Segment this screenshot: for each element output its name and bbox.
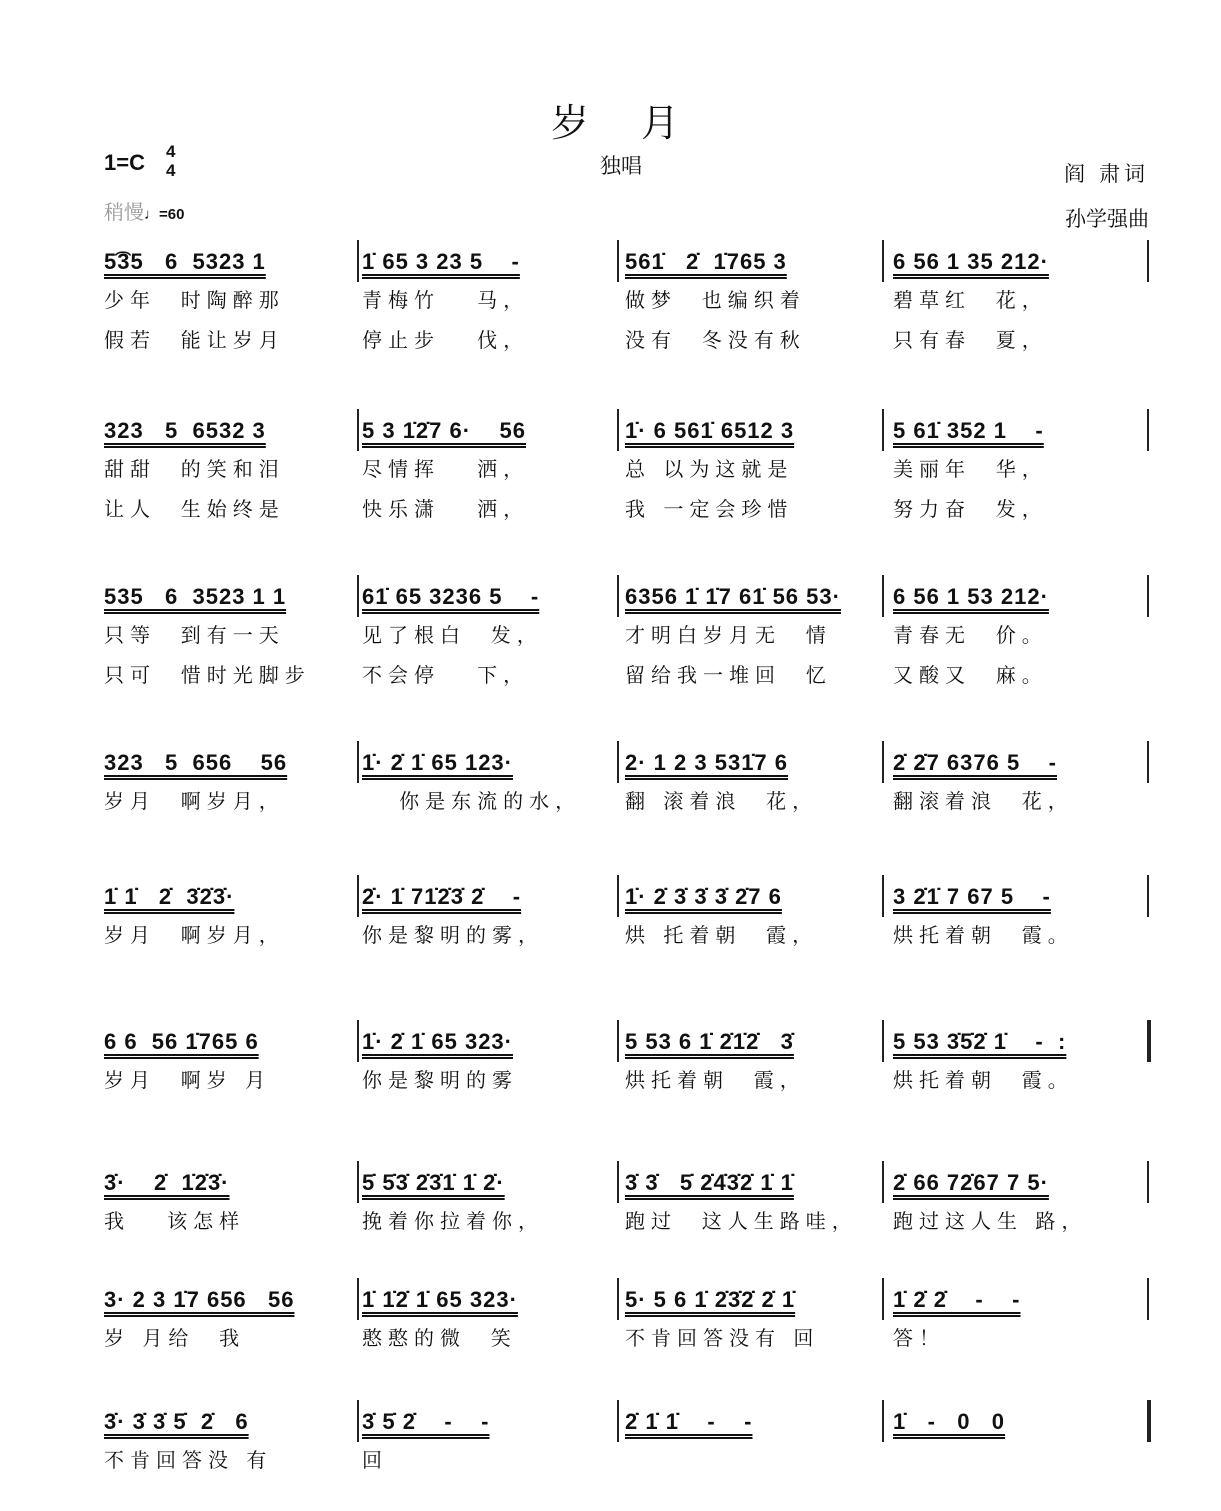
barline	[882, 741, 884, 783]
measure	[893, 413, 1048, 529]
measure-notes: 3 2̇1̇ 7 67 5 -	[893, 884, 1051, 909]
lyric-verse-1: 答！	[893, 1326, 945, 1350]
measure	[362, 579, 543, 695]
measure	[362, 1282, 518, 1358]
lyric-verse-1: 岁月 啊岁月，	[104, 923, 285, 947]
measure-notes: 6 56 1 35 212·	[893, 249, 1049, 274]
lyric-verse-1: 翻 滚着浪 花，	[625, 789, 819, 813]
time-signature-bottom: 4	[166, 161, 176, 180]
measure-notes: 2̇· 1̇ 71̇2̇3̇ 2̇ -	[362, 884, 522, 909]
barline	[1147, 1161, 1149, 1203]
barline	[1147, 575, 1149, 617]
key-signature: 1=C	[104, 150, 145, 175]
measure	[362, 1404, 489, 1480]
measure-notes: 1̇ 1̇2̇ 1̇ 65 323·	[362, 1287, 518, 1312]
lyric-verse-1: 烘托着朝 霞，	[625, 1068, 806, 1092]
barline	[357, 741, 359, 783]
barline	[1147, 741, 1149, 783]
lyric-verse-1: 憨憨的微 笑	[362, 1326, 517, 1350]
measure-notes: 5 53 3̇5̇2̇ 1̇ - :	[893, 1029, 1067, 1054]
measure-notes: 1̇· 6 561̇ 6512 3	[625, 418, 795, 443]
lyric-verse-1: 挽着你拉着你，	[362, 1209, 544, 1233]
lyric-verse-2: 努力奋 发，	[893, 497, 1048, 521]
measure	[893, 1024, 1074, 1100]
measure-notes: 5̇ 5̇3̇ 2̇3̇1̇ 1̇ 2̇·	[362, 1170, 505, 1195]
measure	[104, 413, 285, 529]
song-title: 岁 月	[550, 101, 700, 145]
measure-notes: 3̇· 2̇ 1̇2̇3̇·	[104, 1170, 230, 1195]
lyric-verse-2: 只可 惜时光脚步	[104, 663, 311, 687]
lyric-verse-1: 少年 时陶醉那	[104, 288, 285, 312]
barline	[617, 1400, 619, 1442]
barline	[617, 1020, 619, 1062]
lyric-verse-1	[625, 1440, 752, 1480]
barline	[357, 1020, 359, 1062]
lyric-verse-1: 翻滚着浪 花，	[893, 789, 1074, 813]
lyric-verse-2: 让人 生始终是	[104, 497, 285, 521]
barline	[882, 409, 884, 451]
measure-notes: 323 5 656 56	[104, 750, 288, 775]
barline	[882, 1161, 884, 1203]
measure	[893, 244, 1049, 360]
measure-notes: 1̇ 1̇ 2̇ 3̇2̇3̇·	[104, 884, 235, 909]
time-signature-top: 4	[166, 142, 176, 161]
barline	[357, 875, 359, 917]
barline	[617, 1161, 619, 1203]
measure	[104, 745, 287, 821]
measure-notes: 2̇ 66 72̇67 7 5·	[893, 1170, 1049, 1195]
lyric-verse-1: 甜甜 的笑和泪	[104, 457, 285, 481]
measure-notes: 1̇· 2̇ 3̇ 3̇ 3̇ 2̇7 6	[625, 884, 782, 909]
lyric-verse-1: 你是东流的水，	[362, 789, 582, 813]
lyric-verse-1: 青梅竹 马，	[362, 288, 530, 312]
measure-notes: 5͡35 6 5323 1	[104, 249, 266, 274]
lyric-verse-1: 做梦 也编织着	[625, 288, 806, 312]
lyric-verse-1: 烘 托着朝 霞，	[625, 923, 819, 947]
measure	[625, 244, 806, 360]
measure	[362, 1024, 518, 1100]
barline	[357, 1161, 359, 1203]
barline	[617, 875, 619, 917]
lyric-verse-2: 没有 冬没有秋	[625, 328, 806, 352]
measure	[625, 579, 841, 695]
measure	[104, 1282, 294, 1358]
measure	[625, 1282, 819, 1358]
lyric-verse-1	[893, 1440, 1005, 1480]
lyric-verse-2: 又酸又 麻。	[893, 663, 1048, 687]
measure	[625, 879, 818, 955]
lyric-verse-1: 不肯回答没 有	[104, 1448, 273, 1472]
barline	[357, 1278, 359, 1320]
barline	[882, 1020, 884, 1062]
measure-notes: 2̇ 2̇7 6376 5 -	[893, 750, 1057, 775]
lyric-verse-1: 岁月 啊岁月，	[104, 789, 285, 813]
measure	[625, 1024, 806, 1100]
barline	[357, 240, 359, 282]
measure-notes: 1̇· 2̇ 1̇ 65 123·	[362, 750, 513, 775]
lyric-verse-1: 你是黎明的雾，	[362, 923, 544, 947]
measure-notes: 3̇ 5̇ 2̇ - -	[362, 1409, 490, 1434]
measure	[362, 745, 581, 821]
measure	[893, 879, 1074, 955]
measure	[625, 1404, 752, 1480]
measure-notes: 3· 2 3 1̇7 656 56	[104, 1287, 295, 1312]
measure-notes: 5· 5 6 1̇ 2̇3̇2̇ 2̇ 1̇	[625, 1287, 796, 1312]
measure-notes: 1̇ 65 3 23 5 -	[362, 249, 520, 274]
time-signature	[166, 142, 175, 180]
measure-notes: 6 56 1 53 212·	[893, 584, 1049, 609]
measure	[893, 1165, 1087, 1241]
lyricist-credit: 阎 肃词	[1064, 163, 1149, 186]
tempo-bpm: ♩=60	[144, 206, 185, 223]
lyric-verse-1: 碧草红 花，	[893, 288, 1048, 312]
measure	[104, 1165, 245, 1241]
barline	[882, 875, 884, 917]
tempo-text: 稍慢	[104, 202, 144, 224]
lyric-verse-1: 尽情挥 洒，	[362, 457, 530, 481]
lyric-verse-2: 快乐潇 洒，	[362, 497, 530, 521]
lyric-verse-1: 见了根白 发，	[362, 623, 543, 647]
lyric-verse-1: 烘托着朝 霞。	[893, 1068, 1074, 1092]
measure-notes: 561̇ 2̇ 1̇765 3	[625, 249, 787, 274]
lyric-verse-2: 停止步 伐，	[362, 328, 530, 352]
measure-notes: 1̇· 2̇ 1̇ 65 323·	[362, 1029, 513, 1054]
measure	[893, 745, 1074, 821]
barline	[617, 409, 619, 451]
composer-credit: 孙学强曲	[1065, 208, 1149, 231]
lyric-verse-1: 岁 月给 我	[104, 1326, 246, 1350]
measure-notes: 5 3 1̇2̇7 6· 56	[362, 418, 526, 443]
measure-notes: 1̇ 2̇ 2̇ - -	[893, 1287, 1021, 1312]
measure-notes: 2· 1 2 3 531̇7 6	[625, 750, 789, 775]
measure	[362, 244, 529, 360]
measure	[893, 1404, 1005, 1480]
barline	[1147, 1278, 1149, 1320]
lyric-verse-2: 只有春 夏，	[893, 328, 1048, 352]
barline	[1147, 1400, 1151, 1442]
measure	[893, 1282, 1020, 1358]
measure	[104, 1024, 271, 1100]
barline	[1147, 875, 1149, 917]
lyric-verse-2: 假若 能让岁月	[104, 328, 285, 352]
lyric-verse-1: 你是黎明的雾	[362, 1068, 518, 1092]
measure-notes: 3̇· 3̇ 3̇ 5̇ 2̇ 6	[104, 1409, 249, 1434]
measure-notes: 6 6 56 1̇765 6	[104, 1029, 259, 1054]
lyric-verse-1: 青春无 价。	[893, 623, 1048, 647]
barline	[617, 1278, 619, 1320]
lyric-verse-1: 我 该怎样	[104, 1209, 246, 1233]
measure	[625, 1165, 858, 1241]
lyric-verse-1: 总 以为这就是	[625, 457, 794, 481]
measure	[104, 1404, 272, 1480]
measure	[625, 745, 818, 821]
measure-notes: 323 5 6532 3	[104, 418, 266, 443]
barline	[617, 575, 619, 617]
lyric-verse-1: 不肯回答没有 回	[625, 1326, 820, 1350]
measure	[893, 579, 1049, 695]
measure-notes: 5 61̇ 352 1 -	[893, 418, 1044, 443]
lyric-verse-1: 回	[362, 1448, 388, 1472]
barline	[617, 240, 619, 282]
barline	[357, 575, 359, 617]
barline	[882, 1278, 884, 1320]
tempo-marking	[104, 196, 184, 225]
measure	[104, 579, 311, 695]
lyric-verse-1: 跑过 这人生路哇，	[625, 1209, 858, 1233]
measure	[362, 879, 544, 955]
barline	[1147, 240, 1149, 282]
measure-notes: 535 6 3523 1 1	[104, 584, 287, 609]
barline	[882, 575, 884, 617]
barline	[617, 741, 619, 783]
measure	[362, 1165, 544, 1241]
barline	[882, 240, 884, 282]
measure-notes: 61̇ 65 3236 5 -	[362, 584, 540, 609]
measure-notes: 5 53 6 1̇ 2̇1̇2̇ 3̇	[625, 1029, 794, 1054]
lyric-verse-1: 跑过这人生 路，	[893, 1209, 1088, 1233]
measure	[625, 413, 794, 529]
lyric-verse-1: 美丽年 华，	[893, 457, 1048, 481]
measure	[362, 413, 529, 529]
measure-notes: 2̇ 1̇ 1̇ - -	[625, 1409, 753, 1434]
measure	[104, 879, 285, 955]
barline	[357, 1400, 359, 1442]
lyric-verse-1: 才明白岁月无 情	[625, 623, 832, 647]
lyric-verse-1: 岁月 啊岁 月	[104, 1068, 272, 1092]
barline	[882, 1400, 884, 1442]
lyric-verse-1: 只等 到有一天	[104, 623, 285, 647]
measure-notes: 1̇ - 0 0	[893, 1409, 1006, 1434]
lyric-verse-2: 留给我一堆回 忆	[625, 663, 832, 687]
performance-type: 独唱	[600, 155, 642, 178]
lyric-verse-1: 烘托着朝 霞。	[893, 923, 1074, 947]
barline	[1147, 409, 1149, 451]
barline	[357, 409, 359, 451]
lyric-verse-2: 我 一定会珍惜	[625, 497, 794, 521]
measure-notes: 3̇ 3̇ 5̇ 2̇4̇3̇2̇ 1̇ 1̇	[625, 1170, 794, 1195]
barline	[1147, 1020, 1151, 1062]
measure	[104, 244, 285, 360]
lyric-verse-2: 不会停 下，	[362, 663, 530, 687]
measure-notes: 6356 1̇ 1̇7 61̇ 56 53·	[625, 584, 841, 609]
